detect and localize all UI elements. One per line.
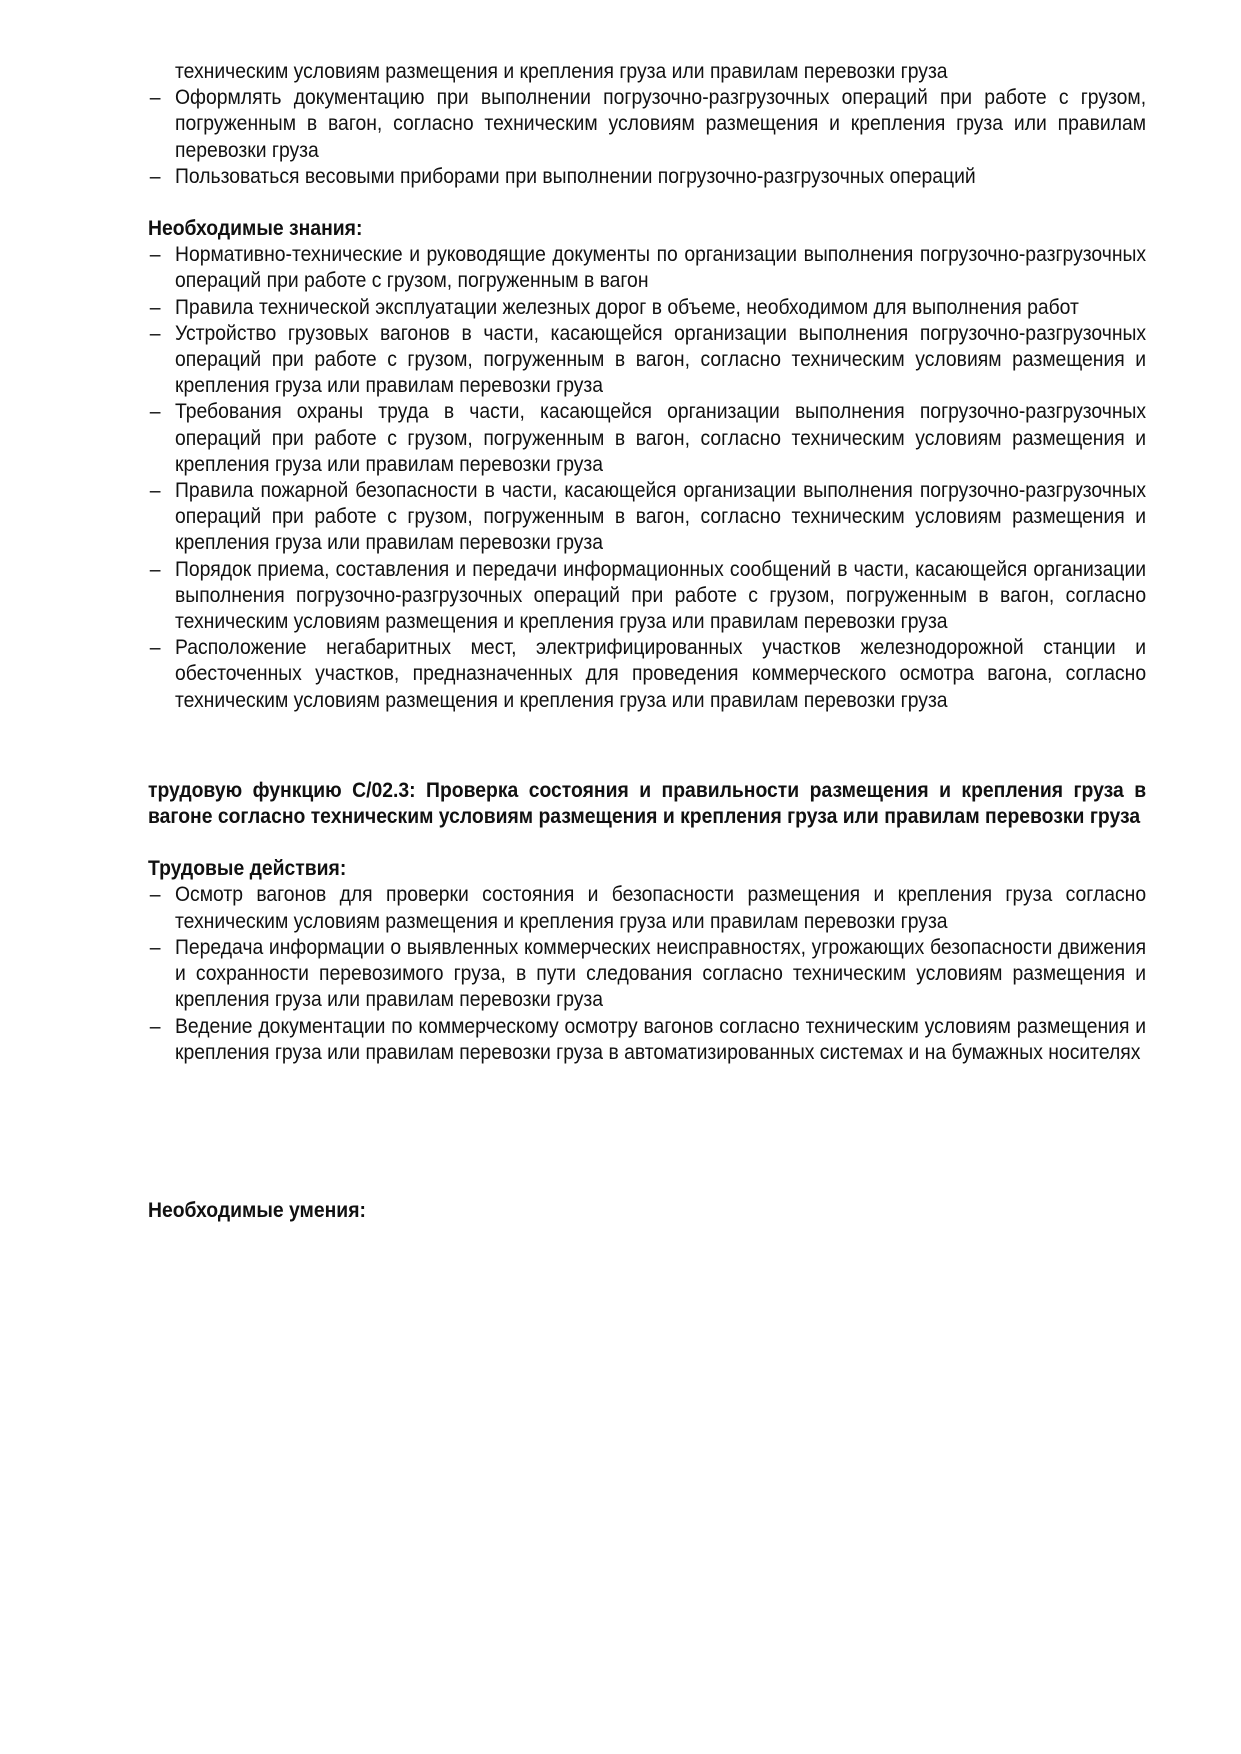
skills-heading: Необходимые умения: bbox=[148, 1197, 366, 1222]
list-item-text: Передача информации о выявленных коммерческих неисправностях, угрожающих безопасности движения и сохранности перевозимого груза, в пути следования согласно техническим условиям размещения и крепления груза или правилам перевозки груза bbox=[175, 934, 1147, 1012]
knowledge-heading: Необходимые знания: bbox=[148, 216, 363, 241]
actions-list bbox=[148, 881, 1146, 1064]
dash-bullet-icon: – bbox=[149, 294, 161, 319]
dash-bullet-icon: – bbox=[149, 478, 161, 503]
spacer bbox=[148, 189, 1146, 215]
list-item-text: Ведение документации по коммерческому осмотру вагонов согласно техническим условиям размещения и крепления груза или правилам перевозки груза в автоматизированных системах и на бумажных носителях bbox=[175, 1013, 1147, 1064]
dash-bullet-icon: – bbox=[149, 320, 161, 345]
list-item bbox=[148, 163, 1146, 189]
actions-heading: Трудовые действия: bbox=[148, 856, 347, 881]
list-item-text: Расположение негабаритных мест, электрифицированных участков железнодорожной станции и обесточенных участков, предназначенных для проведения коммерческого осмотра вагона, согласно техническим условиям размещения и крепления груза или правилам перевозки груза bbox=[175, 635, 1147, 712]
dash-bullet-icon: – bbox=[149, 556, 161, 581]
spacer bbox=[148, 1065, 1146, 1197]
list-item bbox=[148, 556, 1146, 635]
list-item-text: Порядок приема, составления и передачи информационных сообщений в части, касающейся организации выполнения погрузочно-разгрузочных операций при работе с грузом, погруженным в вагон, согласно техническим условиям размещения и крепления груза или правилам перевозки груза bbox=[175, 556, 1147, 634]
dash-bullet-icon: – bbox=[149, 882, 161, 907]
list-item bbox=[148, 1013, 1146, 1065]
list-item bbox=[148, 477, 1146, 556]
dash-bullet-icon: – bbox=[149, 85, 161, 110]
dash-bullet-icon: – bbox=[149, 635, 161, 660]
dash-bullet-icon: – bbox=[149, 163, 161, 188]
list-item bbox=[148, 934, 1146, 1013]
dash-bullet-icon: – bbox=[149, 242, 161, 267]
dash-bullet-icon: – bbox=[149, 1013, 161, 1038]
list-item bbox=[148, 241, 1146, 293]
skills-continuation-list bbox=[148, 84, 1146, 189]
list-item bbox=[148, 294, 1146, 320]
list-item-text: Осмотр вагонов для проверки состояния и безопасности размещения и крепления груза согласно техническим условиям размещения и крепления груза или правилам перевозки груза bbox=[175, 882, 1147, 933]
labour-function-title: трудовую функцию С/02.3: Проверка состояния и правильности размещения и крепления груза в вагоне согласно техническим условиям размещения и крепления груза или правилам перевозки груза bbox=[148, 777, 1147, 829]
list-item-text: Правила пожарной безопасности в части, касающейся организации выполнения погрузочно-разгрузочных операций при работе с грузом, погруженным в вагон, согласно техническим условиям размещения и крепления груза или правилам перевозки груза bbox=[175, 478, 1147, 555]
list-item-text: Устройство грузовых вагонов в части, касающейся организации выполнения погрузочно-разгрузочных операций при работе с грузом, погруженным в вагон, согласно техническим условиям размещения и крепления груза или правилам перевозки груза bbox=[175, 320, 1147, 398]
spacer bbox=[148, 829, 1146, 855]
list-item-text: Правила технической эксплуатации железных дорог в объеме, необходимом для выполнения работ bbox=[175, 294, 1079, 319]
list-item bbox=[148, 84, 1146, 163]
list-item bbox=[148, 320, 1146, 399]
document-page bbox=[148, 58, 1146, 1223]
list-item bbox=[148, 881, 1146, 933]
list-item-text: Нормативно-технические и руководящие документы по организации выполнения погрузочно-разгрузочных операций при работе с грузом, погруженным в вагон bbox=[175, 242, 1147, 293]
list-item-continuation: техническим условиям размещения и крепления груза или правилам перевозки груза bbox=[175, 59, 948, 83]
dash-bullet-icon: – bbox=[149, 399, 161, 424]
spacer bbox=[148, 713, 1146, 777]
knowledge-list bbox=[148, 241, 1146, 713]
list-item-text: Пользоваться весовыми приборами при выполнении погрузочно-разгрузочных операций bbox=[175, 163, 976, 188]
list-item bbox=[148, 634, 1146, 713]
list-item-text: Оформлять документацию при выполнении погрузочно-разгрузочных операций при работе с грузом, погруженным в вагон, согласно техническим условиям размещения и крепления груза или правилам перевозки груза bbox=[175, 85, 1147, 162]
dash-bullet-icon: – bbox=[149, 934, 161, 959]
list-item-text: Требования охраны труда в части, касающейся организации выполнения погрузочно-разгрузочных операций при работе с грузом, погруженным в вагон, согласно техническим условиям размещения и крепления груза или правилам перевозки груза bbox=[175, 399, 1147, 476]
list-item bbox=[148, 398, 1146, 477]
